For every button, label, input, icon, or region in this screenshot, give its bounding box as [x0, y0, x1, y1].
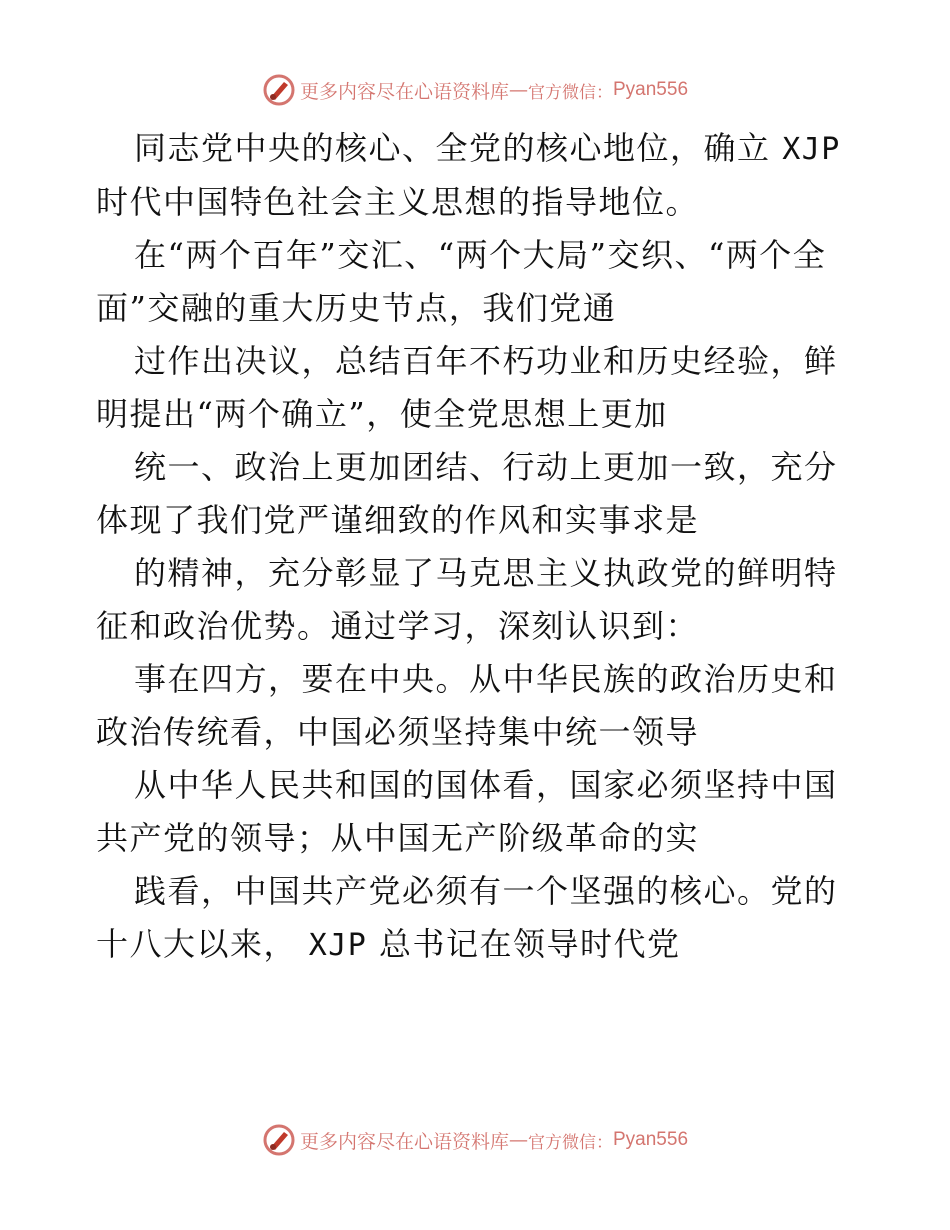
text-run: 践看，中国共产党必须有一个坚强的核心。党的十八大以来， — [96, 872, 838, 963]
paragraph — [96, 122, 856, 229]
text-run: 事在四方，要在中央。从中华民族的政治历史和政治传统看，中国必须坚持集中统一领导 — [96, 660, 838, 751]
ink-brush-logo-icon — [262, 73, 296, 107]
paragraph — [96, 865, 856, 972]
footer-watermark — [0, 1120, 950, 1160]
document-body — [96, 122, 856, 972]
text-run: 时代中国特色社会主义思想的指导地位。 — [96, 183, 700, 221]
header-watermark — [0, 70, 950, 110]
paragraph — [96, 759, 856, 865]
ink-brush-logo-icon — [262, 1123, 296, 1157]
text-run-latin: XJP — [308, 928, 368, 963]
watermark-wechat-id: Pyan556 — [613, 79, 689, 100]
paragraph — [96, 547, 856, 653]
watermark-label: 更多内容尽在心语资料库 — [299, 80, 509, 103]
paragraph — [96, 653, 856, 759]
watermark-dash: — — [509, 79, 528, 101]
watermark-label: 更多内容尽在心语资料库 — [299, 1130, 509, 1153]
text-run: 总书记在领导时代党 — [367, 925, 681, 963]
paragraph — [96, 441, 856, 547]
paragraph — [96, 335, 856, 441]
watermark-wechat-label: 官方微信： — [528, 82, 613, 103]
text-run-latin: XJP — [782, 132, 841, 167]
watermark-wechat-label: 官方微信： — [528, 1132, 613, 1153]
watermark-dash: — — [509, 1129, 528, 1151]
text-run: 同志党中央的核心、全党的核心地位，确立 — [134, 129, 783, 167]
text-run: 过作出决议，总结百年不朽功业和历史经验，鲜明提出“两个确立”，使全党思想上更加 — [96, 342, 838, 433]
text-run: 统一、政治上更加团结、行动上更加一致，充分体现了我们党严谨细致的作风和实事求是 — [96, 448, 838, 539]
watermark-wechat-id: Pyan556 — [613, 1129, 689, 1150]
text-run: 从中华人民共和国的国体看，国家必须坚持中国共产党的领导；从中国无产阶级革命的实 — [96, 766, 838, 857]
text-run: 的精神，充分彰显了马克思主义执政党的鲜明特征和政治优势。通过学习，深刻认识到： — [96, 554, 838, 645]
paragraph — [96, 229, 856, 335]
text-run: 在“两个百年”交汇、“两个大局”交织、“两个全面”交融的重大历史节点，我们党通 — [96, 236, 827, 327]
